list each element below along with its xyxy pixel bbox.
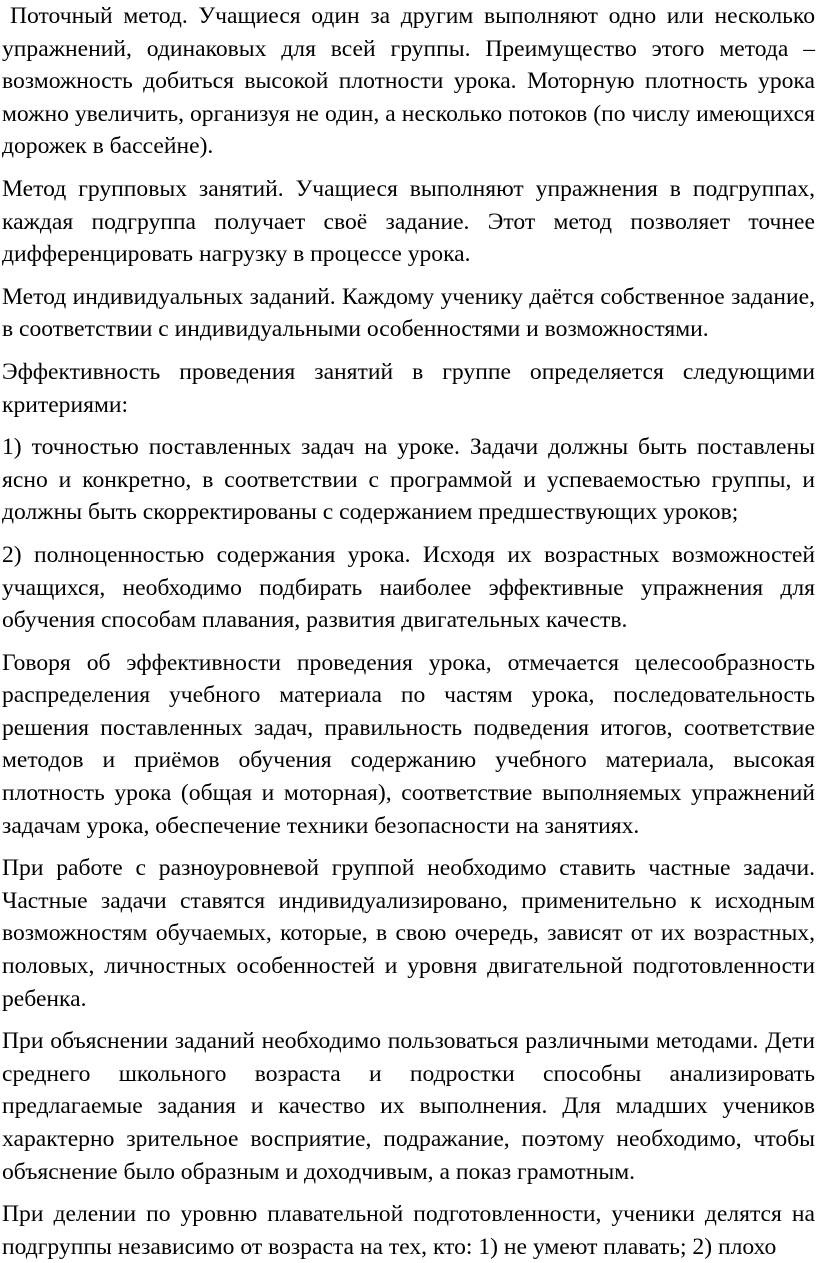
paragraph-multilevel-group: При работе с разноуровневой группой необходимо ставить частные задачи. Частные задачи ставятся индивидуализировано, применительно к исходным возможностям обучаемых, которые, в свою очередь, зависят от их возрастных, половых, личностных особенностей и уровня двигательной подготовленности ребенка. <box>2 855 815 1012</box>
paragraph-criterion-1: 1) точностью поставленных задач на уроке. Задачи должны быть поставлены ясно и конкретно, в соответствии с программой и успеваемостью группы, и должны быть скорректированы с содержанием предшествующих уроков; <box>2 434 815 526</box>
paragraph-individual-method: Метод индивидуальных заданий. Каждому ученику даётся собственное задание, в соответствии с индивидуальными особенностями и возможностями. <box>2 283 815 343</box>
paragraph-swimming-level-division: При делении по уровню плавательной подготовленности, ученики делятся на подгруппы независимо от возраста на тех, кто: 1) не умеют плавать; 2) плохо <box>2 1201 815 1260</box>
paragraph-group-method: Метод групповых занятий. Учащиеся выполняют упражнения в подгруппах, каждая подгруппа получает своё задание. Этот метод позволяет точнее дифференцировать нагрузку в процессе урока. <box>2 175 815 268</box>
paragraph-stream-method: Поточный метод. Учащиеся один за другим выполняют одно или несколько упражнений, одинаковых для всей группы. Преимущество этого метода – возможность добиться высокой плотности урока. Моторную плотность урока можно увеличить, организуя не один, а несколько потоков (по числу имеющихся дорожек в бассейне). <box>2 3 815 160</box>
paragraph-lesson-efficiency: Говоря об эффективности проведения урока, отмечается целесообразность распределения учебного материала по частям урока, последовательность решения поставленных задач, правильность подведения итогов, соответствие методов и приёмов обучения содержанию учебного материала, высокая плотность урока (общая и моторная), соответствие выполняемых упражнений задачам урока, обеспечение техники безопасности на занятиях. <box>2 649 815 839</box>
paragraph-explanation-methods: При объяснении заданий необходимо пользоваться различными методами. Дети среднего школьного возраста и подростки способны анализировать предлагаемые задания и качество их выполнения. Для младших учеников характерно зрительное восприятие, подражание, поэтому необходимо, чтобы объяснение было образным и доходчивым, а показ грамотным. <box>2 1028 815 1185</box>
paragraph-efficiency-criteria: Эффективность проведения занятий в группе определяется следующими критериями: <box>2 358 815 418</box>
paragraph-criterion-2: 2) полноценностью содержания урока. Исходя их возрастных возможностей учащихся, необходимо подбирать наиболее эффективные упражнения для обучения способам плавания, развития двигательных качеств. <box>2 541 815 634</box>
